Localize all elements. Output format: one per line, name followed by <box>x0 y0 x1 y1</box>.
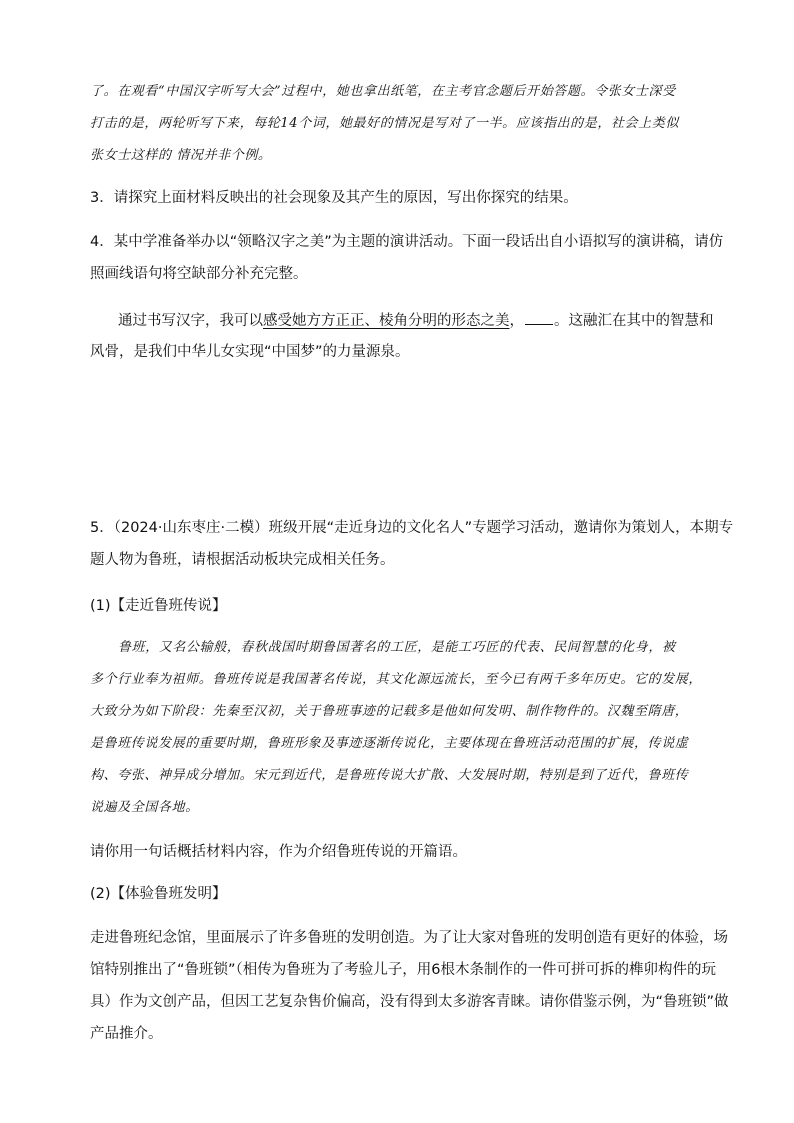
fill-in-blank[interactable] <box>525 310 553 325</box>
part2-text-line: 具）作为文创产品，但因工艺复杂售价偏高，没有得到太多游客青睐。请你借鉴示例，为“鲁班锁”做 <box>90 994 729 1010</box>
part2-text-line: 走进鲁班纪念馆，里面展示了许多鲁班的发明创造。为了让大家对鲁班的发明创造有更好的体验，场 <box>90 930 728 946</box>
passage-line: 鲁班，又名公输般，春秋战国时期鲁国著名的工匠，是能工巧匠的代表、民间智慧的化身，被 <box>118 640 676 655</box>
speech-prefix: 通过书写汉字，我可以 <box>118 313 263 329</box>
passage-line: 张女士这样的 情况并非个例。 <box>90 148 272 163</box>
question-4-line1: 4．某中学准备举办以“领略汉字之美”为主题的演讲活动。下面一段话出自小语拟写的演讲稿，请仿 <box>90 234 724 250</box>
speech-underlined-model: 感受她方方正正、棱角分明的形态之美 <box>263 313 510 329</box>
question-4-line2: 照画线语句将空缺部分补充完整。 <box>90 266 308 282</box>
passage-line: 打击的是，两轮听写下来，每轮14个词，她最好的情况是写对了一半。应该指出的是，社会上类似 <box>90 116 679 131</box>
part1-title: (1)【走近鲁班传说】 <box>90 598 227 614</box>
passage-line: 说遍及全国各地。 <box>90 800 199 815</box>
speech-line2: 风骨，是我们中华儿女实现“中国梦”的力量源泉。 <box>90 344 410 360</box>
part2-text-line: 馆特别推出了“鲁班锁”（相传为鲁班为了考验儿子，用6根木条制作的一件可拼可拆的榫卯构件的玩 <box>90 962 716 978</box>
part1-task: 请你用一句话概括材料内容，作为介绍鲁班传说的开篇语。 <box>90 844 467 860</box>
passage-line: 大致分为如下阶段：先秦至汉初，关于鲁班事迹的记载多是他如何发明、制作物件的。汉魏至隋唐， <box>90 704 689 719</box>
speech-suffix: 。这融汇在其中的智慧和 <box>554 313 714 329</box>
passage-line: 构、夸张、神异成分增加。宋元到近代，是鲁班传说大扩散、大发展时期，特别是到了近代，鲁班传 <box>90 768 689 783</box>
passage-line: 是鲁班传说发展的重要时期，鲁班形象及事迹逐渐传说化，主要体现在鲁班活动范围的扩展，传说虚 <box>90 736 689 751</box>
question-5-line2: 题人物为鲁班，请根据活动板块完成相关任务。 <box>90 552 395 568</box>
part2-title: (2)【体验鲁班发明】 <box>90 886 227 902</box>
question-3: 3．请探究上面材料反映出的社会现象及其产生的原因，写出你探究的结果。 <box>90 190 578 206</box>
speech-line1 <box>118 310 714 331</box>
passage-line: 了。在观看“中国汉字听写大会”过程中，她也拿出纸笔，在主考官念题后开始答题。令张女士深受 <box>90 84 676 99</box>
speech-comma: ， <box>509 313 524 329</box>
question-5-line1: 5．（2024·山东枣庄·二模）班级开展“走近身边的文化名人”专题学习活动，邀请你为策划人，本期专 <box>90 520 734 536</box>
passage-line: 多个行业奉为祖师。鲁班传说是我国著名传说，其文化源远流长，至今已有两千多年历史。它的发展， <box>90 672 703 687</box>
part2-text-line: 产品推介。 <box>90 1026 163 1042</box>
